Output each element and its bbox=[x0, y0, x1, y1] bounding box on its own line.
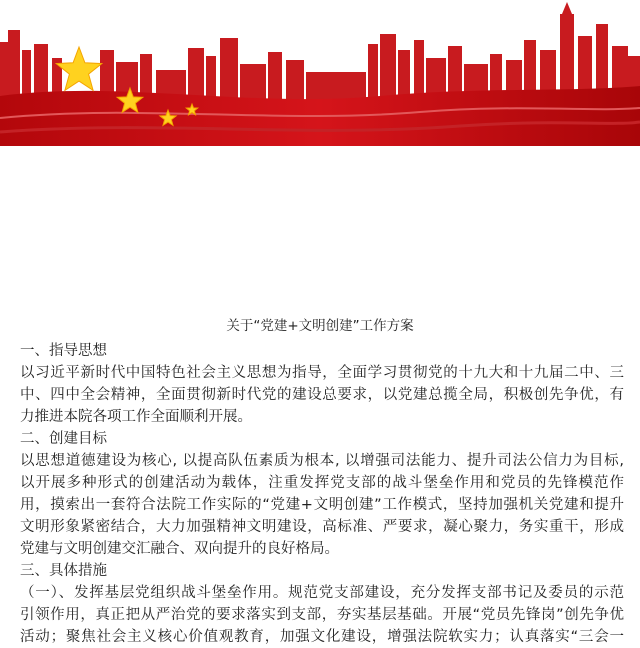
body-line: 中、四中全会精神，全面贯彻新时代党的建设总要求，以党建总揽全局，积极创先争优，有 bbox=[20, 387, 624, 403]
body-line: 力推进本院各项工作全面顺利开展。 bbox=[20, 409, 252, 425]
document-title: 关于“党建+文明创建”工作方案 bbox=[226, 318, 414, 334]
body-line: 以习近平新时代中国特色社会主义思想为指导，全面学习贯彻党的十九大和十九届二中、三 bbox=[20, 365, 624, 381]
body-line: 以开展多种形式的创建活动为载体，注重发挥党支部的战斗堡垒作用和党员的先锋模范作 bbox=[20, 475, 624, 491]
body-line: （一）、发挥基层党组织战斗堡垒作用。规范党支部建设，充分发挥支部书记及委员的示范 bbox=[20, 585, 624, 601]
section-heading: 一、指导思想 bbox=[20, 343, 107, 359]
body-line: 文明形象紧密结合，大力加强精神文明建设，高标准、严要求，凝心聚力，务实重干，形成 bbox=[20, 519, 624, 535]
header-banner bbox=[0, 0, 640, 146]
large-star-icon bbox=[56, 47, 102, 90]
body-line: 以思想道德建设为核心, 以提高队伍素质为根本, 以增强司法能力、提升司法公信力为目标, bbox=[20, 453, 624, 469]
body-line: 引领作用，真正把从严治党的要求落实到支部，夯实基层基础。开展“党员先锋岗”创先争优 bbox=[20, 607, 624, 623]
section-heading: 三、具体措施 bbox=[20, 563, 107, 579]
section-heading: 二、创建目标 bbox=[20, 431, 107, 447]
body-line: 活动；聚焦社会主义核心价值观教育，加强文化建设，增强法院软实力；认真落实“三会一 bbox=[20, 629, 624, 645]
body-line: 用，摸索出一套符合法院工作实际的“党建+文明创建”工作模式，坚持加强机关党建和提升 bbox=[20, 497, 624, 513]
city-skyline-flag-banner bbox=[0, 0, 640, 146]
body-line: 党建与文明创建交汇融合、双向提升的良好格局。 bbox=[20, 541, 339, 557]
